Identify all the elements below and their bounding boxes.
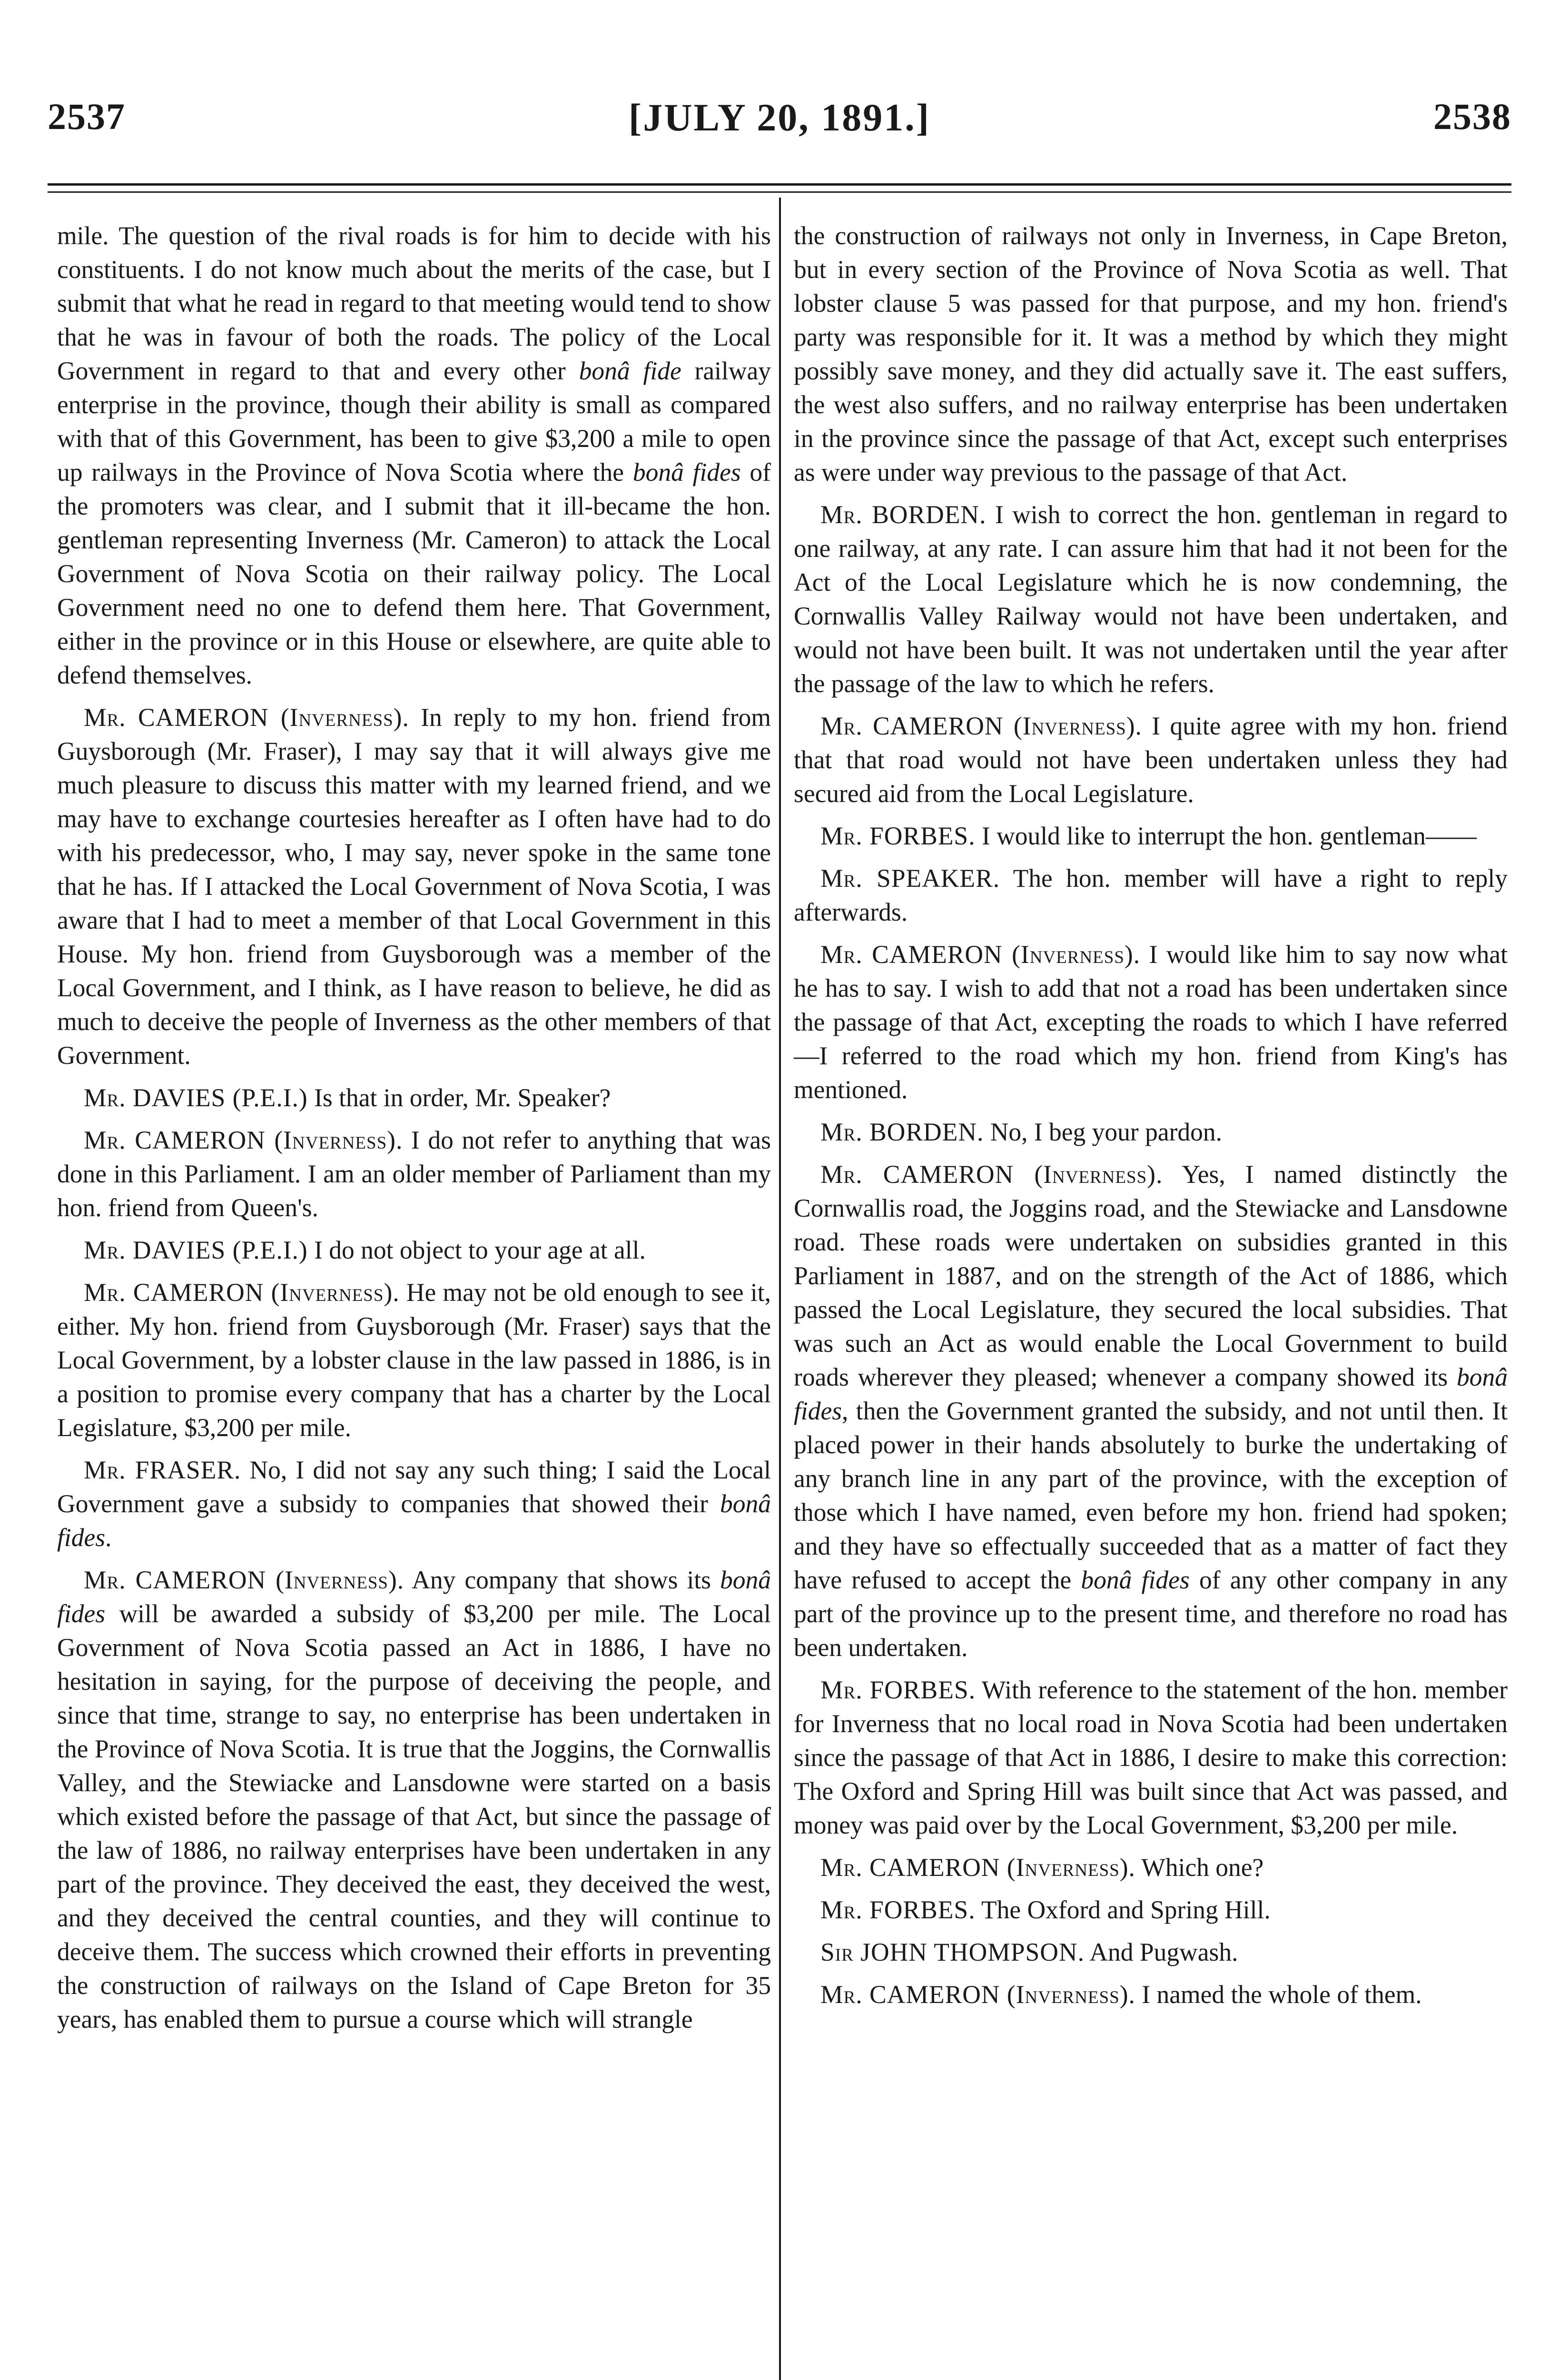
paragraph	[794, 498, 1508, 701]
speaker-name: Mr. CAMERON (Inverness).	[820, 940, 1141, 969]
speech-text: I named the whole of them.	[1135, 1980, 1422, 2009]
speech-text: will be awarded a subsidy of $3,200 per mile. The Local Government of Nova Scotia passed an Act in 1886, I have no hesitation in saying, for the purpose of deceiving the people, and since that time, strange to say, no enterprise has been undertaken in the Province of Nova Scotia. It is true that the Joggins, the Cornwallis Valley, and the Stewiacke and Lansdowne were started on a basis which existed before the passage of that Act, but since the passage of the law of 1886, no railway enterprises have been undertaken in any part of the province. They deceived the east, they deceived the west, and they deceived the central counties, and they will continue to deceive them. The success which crowned their efforts in preventing the construction of railways on the Island of Cape Breton for 35 years, has enabled them to pursue a course which will strangle	[57, 1599, 771, 2033]
paragraph	[57, 219, 771, 692]
speaker-name: Mr. CAMERON (Inverness).	[820, 1160, 1163, 1189]
paragraph	[57, 701, 771, 1072]
speech-text: the construction of railways not only in Inverness, in Cape Breton, but in every section of the Province of Nova Scotia as well. That lobster clause 5 was passed for that purpose, and my hon. friend's party was responsible for it. It was a method by which they might possibly save money, and they did actually save it. The east suffers, the west also suffers, and no railway enterprise has been undertaken in the province since the passage of that Act, except such enterprises as were under way previous to the passage of that Act.	[794, 221, 1508, 486]
italic-phrase: bonâ fides	[794, 1363, 1508, 1425]
speech-text: In reply to my hon. friend from Guysborough (Mr. Fraser), I may say that it will always give me much pleasure to discuss this matter with my learned friend, and we may have to exchange courtesies hereafter as I often have had to do with his predecessor, who, I may say, never spoke in the same tone that he has. If I attacked the Local Government of Nova Scotia, I was aware that I had to meet a member of that Local Government in this House. My hon. friend from Guysborough was a member of the Local Government, and I think, as I have reason to believe, he did as much to deceive the people of Inverness as the other members of that Government.	[57, 703, 771, 1070]
speech-text: mile. The question of the rival roads is for him to decide with his constituents. I do not know much about the merits of the case, but I submit that what he read in regard to that meeting would tend to show that he was in favour of both the roads. The policy of the Local Government in regard to that and every other	[57, 221, 771, 385]
speaker-name: Mr. BORDEN.	[820, 1118, 984, 1146]
header-rule-bottom	[48, 191, 1511, 193]
speaker-name: Mr. SPEAKER.	[820, 864, 1000, 892]
column-divider	[779, 198, 781, 2380]
speech-text: Is that in order, Mr. Speaker?	[307, 1083, 611, 1112]
header-rule-top	[48, 183, 1511, 186]
speaker-name: Mr. BORDEN.	[820, 500, 987, 529]
paragraph	[794, 1158, 1508, 1665]
speaker-name: Mr. DAVIES (P.E.I.)	[84, 1083, 308, 1112]
speaker-name: Mr. CAMERON (Inverness).	[84, 703, 409, 732]
paragraph	[57, 1276, 771, 1445]
speech-text: .	[105, 1523, 112, 1552]
speech-text: The Oxford and Spring Hill.	[975, 1895, 1271, 1924]
speaker-name: Sir JOHN THOMPSON.	[820, 1938, 1085, 1966]
page-number-left: 2537	[48, 96, 126, 137]
speaker-name: Mr. CAMERON (Inverness).	[84, 1278, 400, 1307]
page-number-right: 2538	[1433, 96, 1511, 137]
speech-text: railway enterprise in the province, though their ability is small as compared with that of this Government, has been to give $3,200 a mile to open up railways in the Province of Nova Scotia where the	[57, 357, 771, 486]
speaker-name: Mr. CAMERON (Inverness).	[84, 1566, 405, 1594]
italic-phrase: bonâ fides	[632, 458, 741, 486]
speech-text: And Pugwash.	[1084, 1938, 1238, 1966]
speech-text: No, I beg your pardon.	[984, 1118, 1223, 1146]
speaker-name: Mr. FRASER.	[84, 1456, 241, 1484]
italic-phrase: bonâ fides	[1081, 1566, 1190, 1594]
speaker-name: Mr. CAMERON (Inverness).	[84, 1126, 403, 1154]
paragraph	[57, 1233, 771, 1267]
paragraph	[57, 1453, 771, 1555]
speaker-name: Mr. CAMERON (Inverness).	[820, 712, 1142, 740]
italic-phrase: bonâ fide	[579, 357, 681, 385]
paragraph	[57, 1081, 771, 1115]
speech-text: The hon. member will have a right to reply afterwards.	[794, 864, 1508, 926]
speech-text: Yes, I named distinctly the Cornwallis road, the Joggins road, and the Stewiacke and Lansdowne road. These roads were undertaken on subsidies granted in this Parliament in 1887, and on the strength of the Act of 1886, which passed the Local Legislature, they secured the local subsidies. That was such an Act as would enable the Local Government to build roads wherever they pleased; whenever a company showed its	[794, 1160, 1508, 1391]
left-column	[57, 219, 771, 2045]
speaker-name: Mr. CAMERON (Inverness).	[820, 1853, 1135, 1882]
speech-text: He may not be old enough to see it, either. My hon. friend from Guysborough (Mr. Fraser) says that the Local Government, by a lobster clause in the law passed in 1886, is in a position to promise every company that has a charter by the Local Legislature, $3,200 per mile.	[57, 1278, 771, 1442]
speech-text: Which one?	[1135, 1853, 1264, 1882]
paragraph	[794, 709, 1508, 811]
speech-text: , then the Government granted the subsidy, and not until then. It placed power in their hands absolutely to burke the undertaking of any branch line in any part of the province, with the exception of those which I have named, even before my hon. friend had spoken; and they have so effectually succeeded that as a matter of fact they have refused to accept the	[794, 1397, 1508, 1594]
page-date: [JULY 20, 1891.]	[628, 96, 931, 139]
paragraph	[794, 1673, 1508, 1842]
paragraph	[794, 1115, 1508, 1149]
paragraph	[794, 1978, 1508, 2012]
speech-text: I do not refer to anything that was done in this Parliament. I am an older member of Parliament than my hon. friend from Queen's.	[57, 1126, 771, 1222]
page-header	[48, 95, 1511, 152]
paragraph	[794, 219, 1508, 489]
speaker-name: Mr. FORBES.	[820, 1676, 976, 1704]
speaker-name: Mr. FORBES.	[820, 1895, 976, 1924]
speaker-name: Mr. FORBES.	[820, 822, 976, 850]
paragraph	[57, 1563, 771, 2036]
speech-text: of any other company in any part of the province up to the present time, and therefore no road has been undertaken.	[794, 1566, 1508, 1662]
speech-text: No, I did not say any such thing; I said the Local Government gave a subsidy to companies that showed their	[57, 1456, 771, 1518]
italic-phrase: bonâ fides	[57, 1566, 771, 1628]
speech-text: I wish to correct the hon. gentleman in regard to one railway, at any rate. I can assure him that had it not been for the Act of the Local Legislature which he is now condemning, the Cornwallis Valley Railway would not have been undertaken, and would not have been built. It was not undertaken until the year after the passage of the law to which he refers.	[794, 500, 1508, 698]
speaker-name: Mr. DAVIES (P.E.I.)	[84, 1236, 308, 1264]
paragraph	[794, 1935, 1508, 1969]
paragraph	[794, 1851, 1508, 1884]
speech-text: I would like him to say now what he has to say. I wish to add that not a road has been undertaken since the passage of that Act, excepting the roads to which I have referred—I referred to the road which my hon. friend from King's has mentioned.	[794, 940, 1508, 1104]
speech-text: With reference to the statement of the hon. member for Inverness that no local road in Nova Scotia had been undertaken since the passage of that Act in 1886, I desire to make this correction: The Oxford and Spring Hill was built since that Act was passed, and money was paid over by the Local Government, $3,200 per mile.	[794, 1676, 1508, 1839]
speech-text: of the promoters was clear, and I submit that it ill-became the hon. gentleman representing Inverness (Mr. Cameron) to attack the Local Government of Nova Scotia on their railway policy. The Local Government need no one to defend them here. That Government, either in the province or in this House or elsewhere, are quite able to defend themselves.	[57, 458, 771, 689]
speech-text: I would like to interrupt the hon. gentleman——	[975, 822, 1477, 850]
paragraph	[794, 819, 1508, 853]
paragraph	[57, 1123, 771, 1225]
speech-text: I quite agree with my hon. friend that that road would not have been undertaken unless they had secured aid from the Local Legislature.	[794, 712, 1508, 808]
speaker-name: Mr. CAMERON (Inverness).	[820, 1980, 1135, 2009]
right-column	[794, 219, 1508, 2020]
paragraph	[794, 938, 1508, 1107]
speech-text: I do not object to your age at all.	[307, 1236, 646, 1264]
paragraph	[794, 862, 1508, 929]
paragraph	[794, 1893, 1508, 1927]
italic-phrase: bonâ fides	[57, 1489, 771, 1552]
speech-text: Any company that shows its	[404, 1566, 720, 1594]
